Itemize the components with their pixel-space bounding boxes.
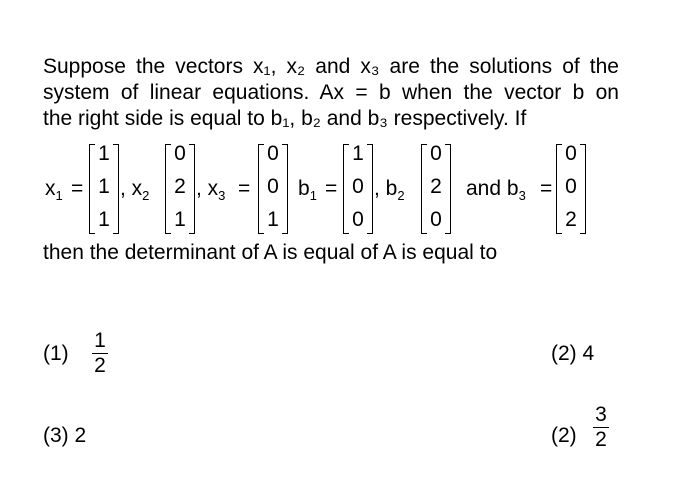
vector-entry: 0	[352, 175, 364, 198]
vector-x2	[165, 140, 195, 236]
equals-sign: =	[71, 177, 84, 200]
vector-entry: 1	[98, 142, 110, 165]
b3-label: and $b_3$	[466, 177, 526, 203]
vector-entry: 1	[98, 208, 110, 231]
vector-entry: 0	[430, 142, 442, 165]
option-4-label[interactable]: (2)	[551, 424, 577, 447]
vector-definitions	[43, 140, 643, 236]
vector-x3	[258, 140, 288, 236]
fraction-denominator: 2	[595, 428, 607, 451]
vector-b1	[343, 140, 373, 236]
equals-sign: =	[325, 177, 338, 200]
vector-entry: 0	[565, 142, 577, 165]
vector-entry: 2	[430, 175, 442, 198]
question-tail: then the determinant of A is equal of A is equal to	[43, 241, 498, 264]
vector-b3	[556, 140, 586, 236]
option-4-fraction	[593, 404, 609, 451]
x3-label: , $x_3$	[196, 177, 226, 203]
option-1-fraction	[92, 330, 108, 377]
fraction-denominator: 2	[94, 354, 106, 377]
vector-entry: 1	[352, 142, 364, 165]
vector-entry: 2	[565, 208, 577, 231]
vector-entry: 0	[430, 208, 442, 231]
option-2-label[interactable]: (2) 4	[551, 342, 595, 365]
vector-entry: 1	[267, 208, 279, 231]
option-3-label[interactable]: (3) 2	[43, 424, 87, 447]
equals-sign: =	[238, 177, 251, 200]
question-line: Suppose the vectors x₁, x₂ and x₃ are the solutions of the	[43, 55, 619, 78]
vector-x1	[89, 140, 119, 236]
vector-entry: 1	[174, 208, 186, 231]
fraction-numerator: 1	[94, 329, 106, 352]
vector-entry: 0	[267, 175, 279, 198]
vector-entry: 0	[174, 142, 186, 165]
vector-b2	[421, 140, 451, 236]
b1-label: $b_1$	[298, 177, 317, 203]
b2-label: , $b_2$	[374, 177, 405, 203]
question-line: the right side is equal to b₁, b₂ and b₃ respectively. If	[43, 107, 527, 130]
fraction-numerator: 3	[595, 403, 607, 426]
vector-entry: 2	[174, 175, 186, 198]
vector-entry: 0	[352, 208, 364, 231]
option-1-label[interactable]: (1)	[43, 342, 69, 365]
vector-entry: 0	[267, 142, 279, 165]
question-paragraph	[43, 54, 619, 132]
vector-entry: 1	[98, 175, 110, 198]
equals-sign: =	[540, 177, 553, 200]
x2-label: , $x_2$	[120, 177, 150, 203]
question-line: system of linear equations. Ax = b when the vector b on	[43, 81, 619, 104]
vector-entry: 0	[565, 175, 577, 198]
x1-label: $x_1$	[45, 177, 63, 203]
